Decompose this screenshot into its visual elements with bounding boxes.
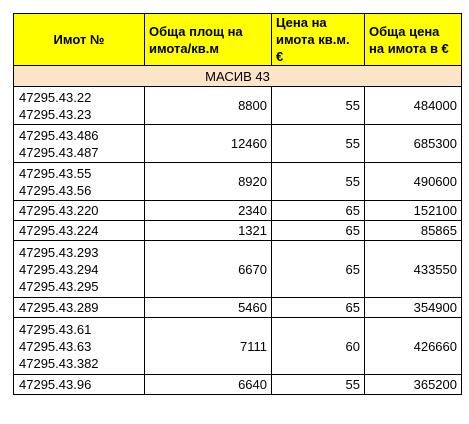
property-ids-cell: [14, 125, 145, 163]
property-id: 47295.43.96: [19, 377, 92, 392]
table-row: [14, 221, 462, 241]
table-row: [14, 125, 462, 163]
area-cell: 2340: [145, 201, 272, 221]
total-price-cell: 484000: [365, 87, 462, 125]
price-per-sqm-cell: 65: [272, 221, 365, 241]
property-id: 47295.43.22: [19, 89, 92, 105]
table-row: [14, 241, 462, 298]
table-row: [14, 298, 462, 318]
property-ids-cell: [14, 201, 145, 221]
price-per-sqm-cell: 55: [272, 163, 365, 201]
header-total-price: Обща цена на имота в €: [365, 14, 462, 66]
header-total-area: Обща площ на имота/кв.м: [145, 14, 272, 66]
area-cell: 5460: [145, 298, 272, 318]
property-ids-cell: [14, 221, 145, 241]
property-id: 47295.43.224: [19, 223, 99, 238]
table-row: [14, 87, 462, 125]
price-per-sqm-cell: 65: [272, 201, 365, 221]
header-price-per-sqm: Цена на имота кв.м. €: [272, 14, 365, 66]
area-cell: 12460: [145, 125, 272, 163]
price-per-sqm-cell: 55: [272, 125, 365, 163]
price-per-sqm-cell: 55: [272, 375, 365, 395]
area-cell: 1321: [145, 221, 272, 241]
property-id: 47295.43.294: [19, 261, 99, 277]
table-row: [14, 375, 462, 395]
price-per-sqm-cell: 60: [272, 318, 365, 375]
total-price-cell: 152100: [365, 201, 462, 221]
property-id: 47295.43.56: [19, 182, 92, 198]
total-price-cell: 426660: [365, 318, 462, 375]
property-price-table: [13, 13, 462, 395]
group-row: [14, 66, 462, 87]
property-id: 47295.43.55: [19, 165, 92, 181]
table-row: [14, 318, 462, 375]
price-per-sqm-cell: 55: [272, 87, 365, 125]
property-id: 47295.43.63: [19, 338, 92, 354]
property-ids-cell: [14, 318, 145, 375]
total-price-cell: 354900: [365, 298, 462, 318]
total-price-cell: 365200: [365, 375, 462, 395]
property-ids-cell: [14, 87, 145, 125]
property-ids-cell: [14, 241, 145, 298]
property-id: 47295.43.382: [19, 355, 99, 371]
area-cell: 7111: [145, 318, 272, 375]
property-id: 47295.43.487: [19, 144, 99, 160]
area-cell: 6640: [145, 375, 272, 395]
total-price-cell: 433550: [365, 241, 462, 298]
property-id: 47295.43.486: [19, 127, 99, 143]
area-cell: 8800: [145, 87, 272, 125]
total-price-cell: 85865: [365, 221, 462, 241]
group-label: МАСИВ 43: [14, 66, 462, 87]
price-per-sqm-cell: 65: [272, 241, 365, 298]
header-property-number: Имот №: [14, 14, 145, 66]
property-table-container: [13, 13, 462, 395]
property-ids-cell: [14, 298, 145, 318]
property-id: 47295.43.293: [19, 244, 99, 260]
property-ids-cell: [14, 375, 145, 395]
property-id: 47295.43.289: [19, 300, 99, 315]
property-ids-cell: [14, 163, 145, 201]
price-per-sqm-cell: 65: [272, 298, 365, 318]
table-row: [14, 163, 462, 201]
property-id: 47295.43.23: [19, 106, 92, 122]
area-cell: 8920: [145, 163, 272, 201]
property-id: 47295.43.295: [19, 278, 99, 294]
table-header-row: [14, 14, 462, 66]
total-price-cell: 685300: [365, 125, 462, 163]
property-id: 47295.43.61: [19, 321, 92, 337]
table-row: [14, 201, 462, 221]
property-id: 47295.43.220: [19, 203, 99, 218]
total-price-cell: 490600: [365, 163, 462, 201]
area-cell: 6670: [145, 241, 272, 298]
